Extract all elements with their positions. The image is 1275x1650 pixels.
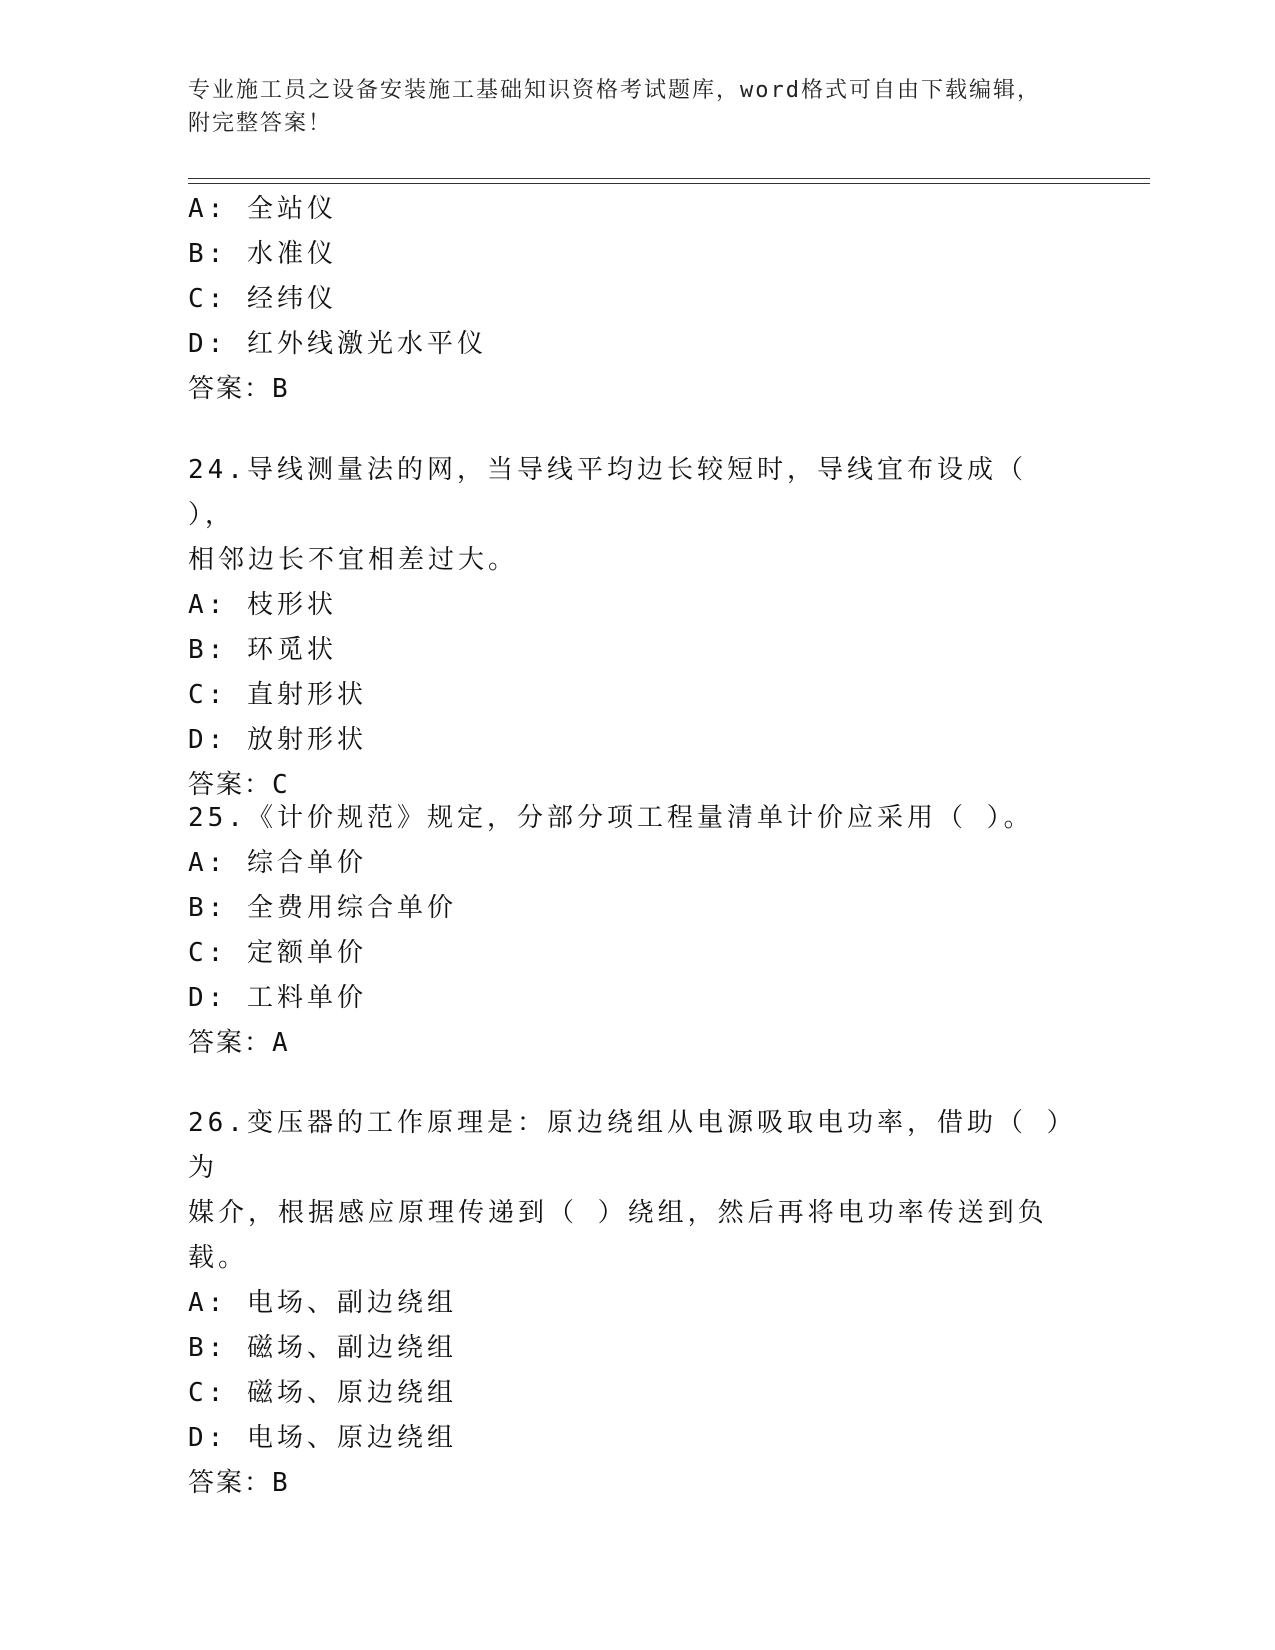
header-divider-bottom [188, 183, 1150, 184]
answer: 答案：B [188, 374, 290, 404]
question-text-line-1: 24.导线测量法的网，当导线平均边长较短时，导线宜布设成（ ）， [188, 455, 1047, 530]
option-b: B: 水准仪 [188, 239, 337, 269]
header-divider-top [188, 178, 1150, 179]
header-line-2: 附完整答案！ [188, 111, 333, 136]
option-b: B: 磁场、副边绕组 [188, 1333, 457, 1363]
question-text-line-2: 相邻边长不宜相差过大。 [188, 545, 519, 575]
question-24 [188, 448, 1088, 808]
question-text-line-1: 26.变压器的工作原理是：原边绕组从电源吸取电功率，借助（ ）为 [188, 1108, 1077, 1183]
answer: 答案：B [188, 1468, 290, 1498]
question-text-line-2: 媒介，根据感应原理传递到（ ）绕组，然后再将电功率传送到负载。 [188, 1198, 1048, 1273]
option-c: C: 定额单价 [188, 938, 367, 968]
option-a: A: 综合单价 [188, 848, 367, 878]
option-a: A: 电场、副边绕组 [188, 1288, 457, 1318]
answer: 答案：A [188, 1028, 290, 1058]
option-d: D: 电场、原边绕组 [188, 1423, 457, 1453]
option-c: C: 磁场、原边绕组 [188, 1378, 457, 1408]
option-c: C: 直射形状 [188, 680, 367, 710]
question-26 [188, 1101, 1088, 1506]
question-text-line-1: 25.《计价规范》规定，分部分项工程量清单计价应采用（ ）。 [188, 803, 1034, 833]
option-c: C: 经纬仪 [188, 284, 337, 314]
option-a: A: 全站仪 [188, 194, 337, 224]
option-a: A: 枝形状 [188, 590, 337, 620]
option-b: B: 全费用综合单价 [188, 893, 457, 923]
option-d: D: 放射形状 [188, 725, 367, 755]
question-23 [188, 187, 1088, 412]
option-d: D: 工料单价 [188, 983, 367, 1013]
option-d: D: 红外线激光水平仪 [188, 329, 487, 359]
option-b: B: 环觅状 [188, 635, 337, 665]
document-header [188, 74, 1088, 140]
question-25 [188, 796, 1088, 1066]
header-line-1: 专业施工员之设备安装施工基础知识资格考试题库，word格式可自由下载编辑， [188, 78, 1041, 103]
answer: 答案：C [188, 770, 290, 800]
